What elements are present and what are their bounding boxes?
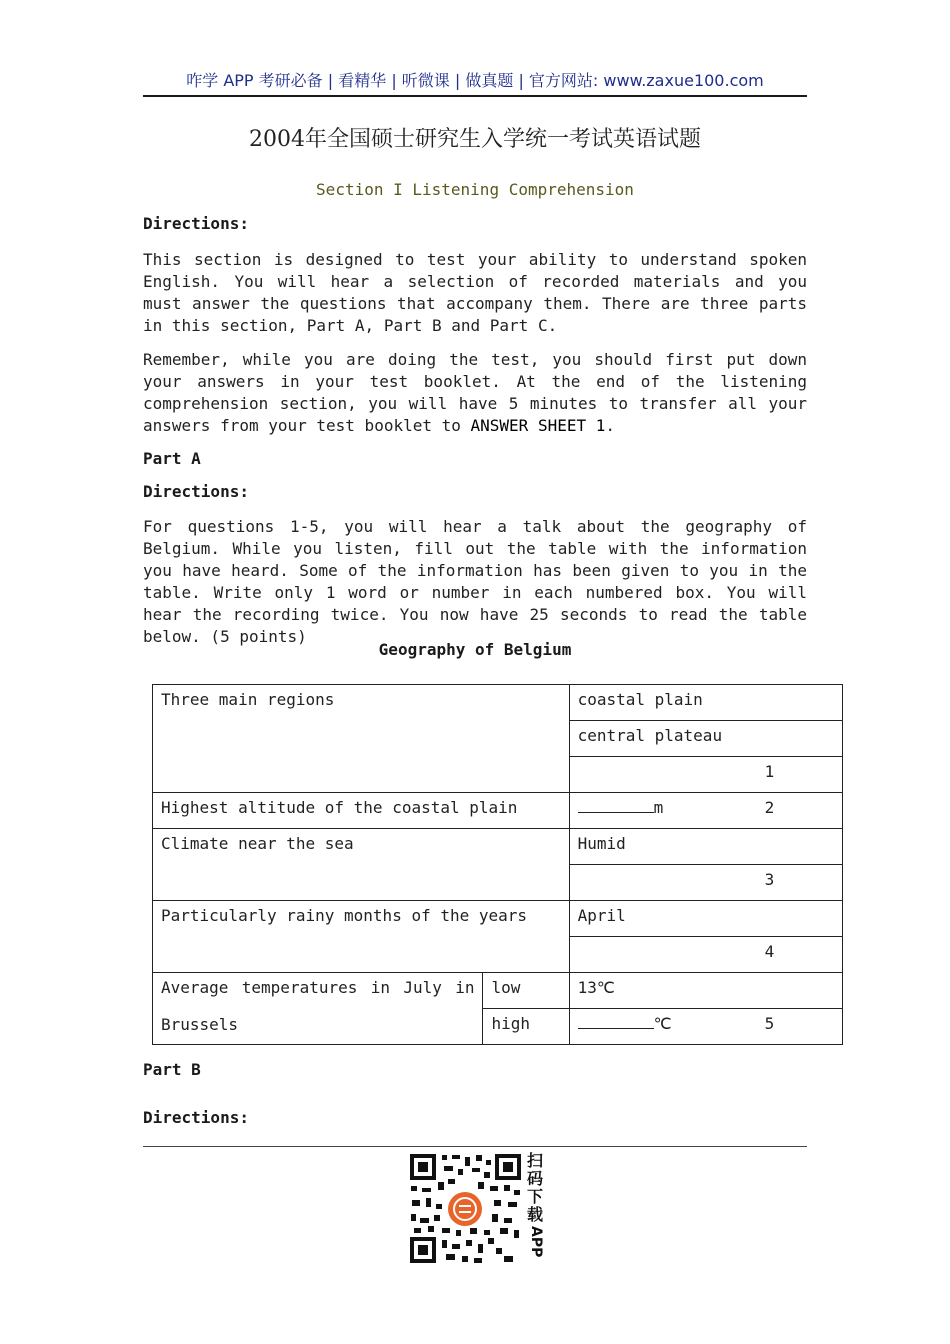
table-row <box>153 793 843 829</box>
table-row <box>153 973 843 1009</box>
answer-sheet-label: ANSWER SHEET 1 <box>470 416 606 435</box>
site-header <box>143 68 807 97</box>
geography-table <box>152 684 843 1045</box>
qr-code-icon[interactable] <box>408 1152 523 1265</box>
row-label-temperatures <box>153 973 483 1045</box>
cell-low: low <box>483 973 569 1009</box>
qr-caption-app: APP <box>528 1226 544 1258</box>
footer-divider <box>143 1146 807 1147</box>
header-website-link[interactable]: www.zaxue100.com <box>603 71 764 90</box>
part-b-directions-label: Directions: <box>143 1108 249 1127</box>
qr-caption-char: 载 <box>526 1205 543 1224</box>
row-label-rainy-months: Particularly rainy months of the years <box>153 901 570 973</box>
answer-blank <box>578 796 654 813</box>
table-caption: Geography of Belgium <box>378 640 572 659</box>
remember-text: Remember, while you are doing the test, you should first put down your answers in your test booklet. At the end of the listening comprehension section, you will have 5 minutes to transfer all your answers from your test booklet to <box>143 350 807 435</box>
part-a-paragraph: For questions 1-5, you will hear a talk about the geography of Belgium. While you listen, fill out the table with the information you have heard. Some of the information has been given to you in the table. Write only 1 word or number in each numbered box. You will hear the recording twice. You now have 25 seconds to read the table below. (5 points) <box>143 517 807 646</box>
header-text: 咋学 APP 考研必备 | 看精华 | 听微课 | 做真题 | 官方网站: <box>186 71 604 90</box>
table-row <box>153 829 843 865</box>
page-title: 2004年全国硕士研究生入学统一考试英语试题 <box>249 127 701 152</box>
answer-number: 4 <box>764 942 775 961</box>
directions-paragraph: This section is designed to test your ability to understand spoken English. You will hear a selection of recorded materials and you must answer the questions that accompany them. There are three parts in this section, Part A, Part B and Part C. <box>143 250 807 335</box>
cell-low-value: 13℃ <box>569 973 842 1009</box>
directions-label: Directions: <box>143 214 249 233</box>
row-label-regions: Three main regions <box>153 685 570 793</box>
cell-humid: Humid <box>569 829 842 865</box>
answer-box-3[interactable] <box>569 865 842 901</box>
row-label-altitude: Highest altitude of the coastal plain <box>153 793 570 829</box>
part-a-label: Part A <box>143 449 201 468</box>
cell-april: April <box>569 901 842 937</box>
answer-box-4[interactable] <box>569 937 842 973</box>
answer-box-2[interactable] <box>569 793 842 829</box>
qr-caption-char: 下 <box>526 1187 543 1206</box>
part-b-label: Part B <box>143 1060 201 1079</box>
qr-caption <box>526 1152 544 1257</box>
part-a-directions-label: Directions: <box>143 482 249 501</box>
cell-coastal-plain: coastal plain <box>569 685 842 721</box>
answer-blank <box>578 1012 654 1029</box>
unit-meters: m <box>653 798 664 817</box>
remember-end: . <box>605 416 616 435</box>
answer-number: 3 <box>764 870 775 889</box>
answer-number: 2 <box>764 798 775 817</box>
answer-box-5[interactable] <box>569 1009 842 1045</box>
row-label-climate: Climate near the sea <box>153 829 570 901</box>
remember-paragraph <box>143 349 807 437</box>
table-row <box>153 901 843 937</box>
answer-box-1[interactable] <box>569 757 842 793</box>
qr-caption-char: 扫 <box>526 1151 543 1170</box>
cell-high: high <box>483 1009 569 1045</box>
cell-central-plateau: central plateau <box>569 721 842 757</box>
unit-celsius: ℃ <box>653 1014 672 1033</box>
section-title: Section I Listening Comprehension <box>316 180 634 199</box>
answer-number: 1 <box>764 762 775 781</box>
answer-number: 5 <box>764 1014 775 1033</box>
temperature-label-line1: Average temperatures in July in <box>161 978 475 997</box>
qr-caption-char: 码 <box>526 1169 543 1188</box>
temperature-label-line2: Brussels <box>161 1015 239 1034</box>
table-row <box>153 685 843 721</box>
